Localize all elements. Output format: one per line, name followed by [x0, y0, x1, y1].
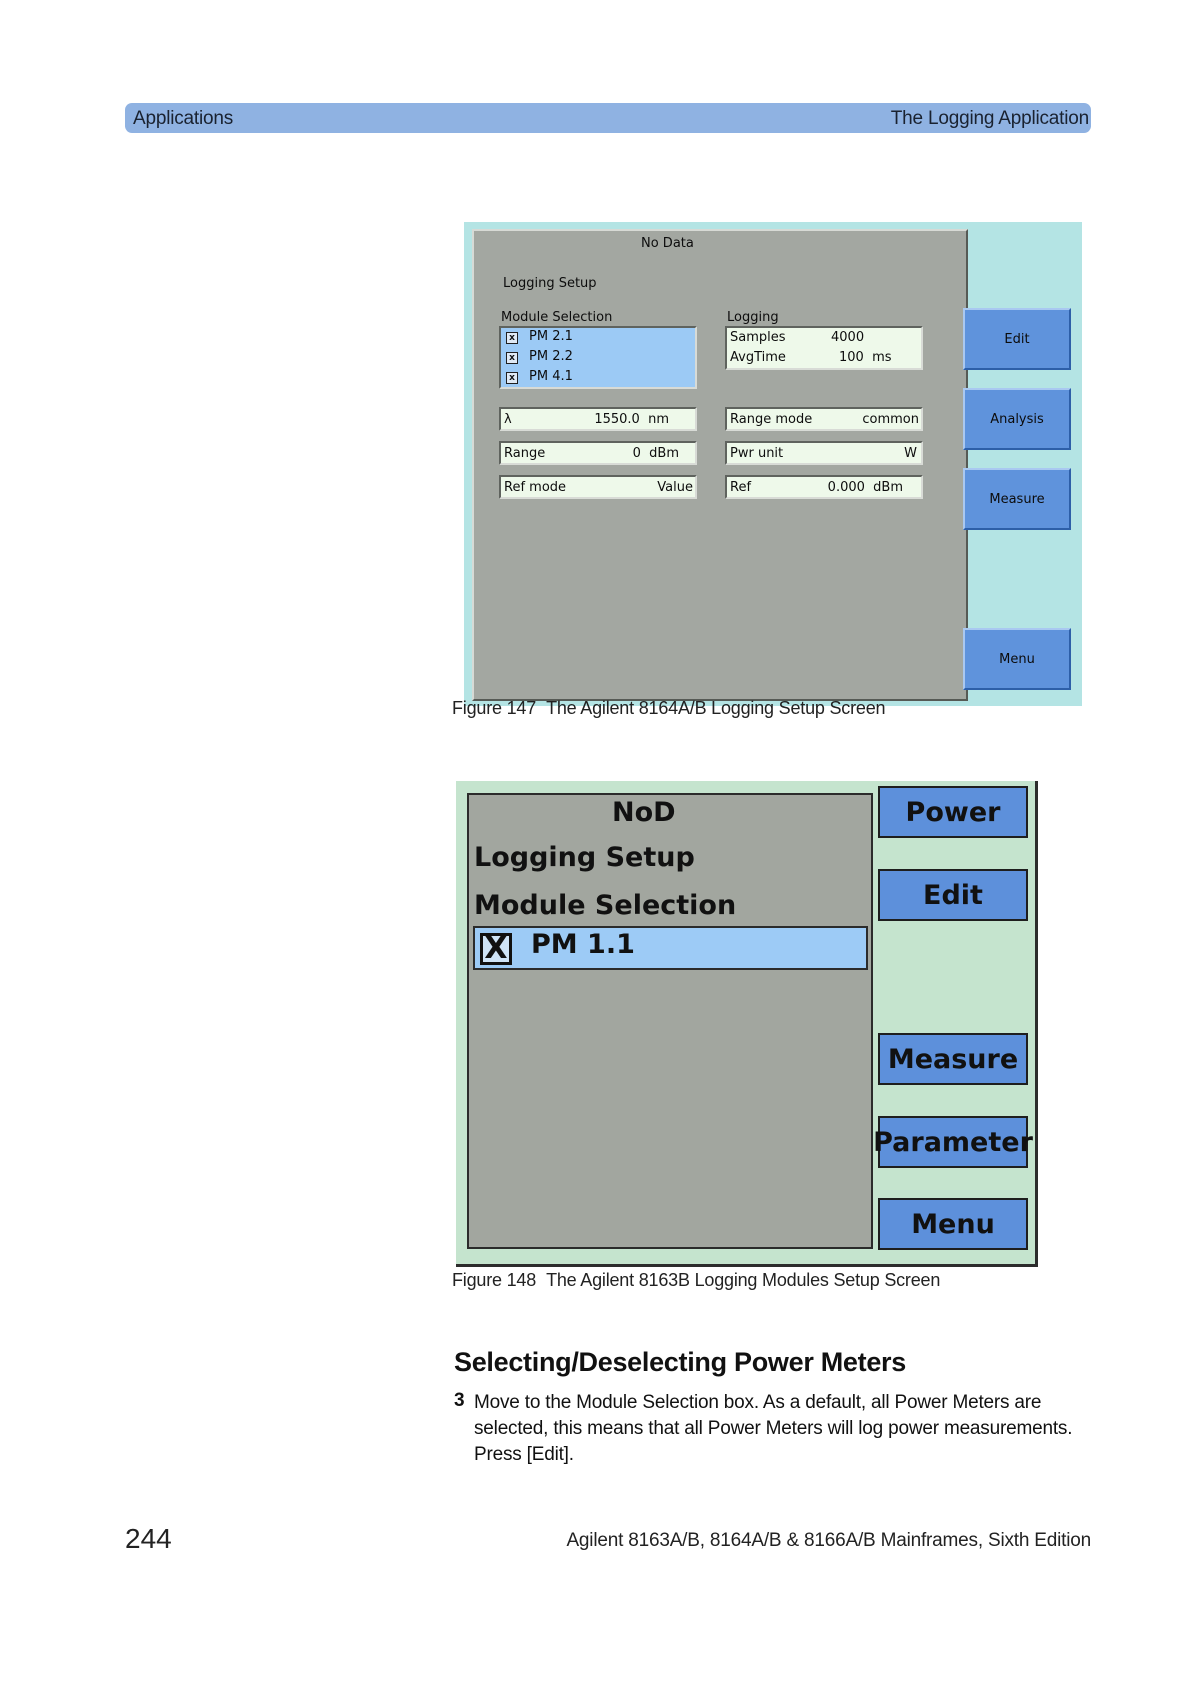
fig147-range-value: 0 dBm: [632, 446, 679, 461]
fig148-module-selection-label: Module Selection: [474, 890, 737, 921]
fig147-logging-label: Logging: [727, 310, 779, 325]
fig147-wavelength-field[interactable]: [499, 407, 697, 431]
fig147-range-field[interactable]: [499, 441, 697, 465]
fig147-avgtime-value: 100 ms: [839, 350, 892, 365]
fig147-ref-mode-value: Value: [657, 480, 693, 495]
fig147-range-mode-field[interactable]: [725, 407, 923, 431]
fig147-module-selection-label: Module Selection: [501, 310, 613, 325]
fig147-title: Logging Setup: [503, 276, 597, 291]
fig147-module-item: PM 2.1: [529, 329, 573, 344]
fig147-ref-mode-label: Ref mode: [504, 480, 567, 495]
fig148-title: Logging Setup: [474, 842, 695, 873]
fig148-measure-softkey[interactable]: Measure: [878, 1033, 1028, 1085]
fig147-avgtime-label: AvgTime: [730, 350, 786, 365]
fig147-range-mode-value: common: [862, 412, 919, 427]
fig147-module-item: PM 2.2: [529, 349, 573, 364]
figure-148-caption-number: Figure 148: [452, 1270, 537, 1290]
fig147-measure-softkey[interactable]: Measure: [963, 468, 1071, 530]
step-number: 3: [454, 1390, 465, 1411]
footer-edition: Agilent 8163A/B, 8164A/B & 8166A/B Mainframes, Sixth Edition: [566, 1530, 1091, 1551]
fig147-ref-field[interactable]: [725, 475, 923, 499]
fig147-samples-value: 4000: [831, 330, 865, 345]
fig147-status: No Data: [641, 236, 694, 251]
fig148-menu-softkey[interactable]: Menu: [878, 1198, 1028, 1250]
fig147-pwr-unit-label: Pwr unit: [730, 446, 784, 461]
fig147-checkbox-icon[interactable]: x: [506, 332, 518, 344]
figure-147-caption: [452, 698, 885, 719]
fig148-checkbox-icon[interactable]: X: [480, 933, 512, 965]
fig147-checkbox-icon[interactable]: x: [506, 372, 518, 384]
fig147-pwr-unit-value: W: [904, 446, 917, 461]
fig147-wavelength-label: λ: [504, 412, 512, 427]
page-number: 244: [125, 1523, 172, 1554]
figure-148-caption: [452, 1270, 940, 1291]
fig148-parameter-softkey[interactable]: Parameter: [878, 1116, 1028, 1168]
header-chapter: Applications: [133, 108, 234, 129]
fig147-analysis-softkey[interactable]: Analysis: [963, 388, 1071, 450]
header-section: The Logging Application: [890, 108, 1089, 129]
fig147-pwr-unit-field[interactable]: [725, 441, 923, 465]
figure-148-caption-text: The Agilent 8163B Logging Modules Setup Screen: [546, 1270, 941, 1290]
fig147-samples-label: Samples: [730, 330, 786, 345]
fig147-checkbox-icon[interactable]: x: [506, 352, 518, 364]
fig147-logging-box[interactable]: [725, 326, 923, 370]
fig147-ref-mode-field[interactable]: [499, 475, 697, 499]
fig147-edit-softkey[interactable]: Edit: [963, 308, 1071, 370]
step-text: Move to the Module Selection box. As a default, all Power Meters are selected, this means that all Power Meters will log power measurements. Press [Edit].: [474, 1392, 1073, 1465]
figure-147-main-panel: [472, 229, 968, 701]
fig147-menu-softkey[interactable]: Menu: [963, 628, 1071, 690]
section-title: Selecting/Deselecting Power Meters: [454, 1347, 906, 1377]
fig147-range-mode-label: Range mode: [730, 412, 813, 427]
fig148-status: NoD: [612, 797, 676, 828]
fig147-range-label: Range: [504, 446, 546, 461]
fig147-module-item: PM 4.1: [529, 369, 573, 384]
fig147-ref-value: 0.000 dBm: [827, 480, 903, 495]
fig148-module-item: PM 1.1: [531, 929, 635, 960]
figure-147-caption-number: Figure 147: [452, 698, 537, 718]
fig148-edit-softkey[interactable]: Edit: [878, 869, 1028, 921]
fig148-power-softkey[interactable]: Power: [878, 786, 1028, 838]
fig147-wavelength-value: 1550.0 nm: [594, 412, 669, 427]
figure-147-caption-text: The Agilent 8164A/B Logging Setup Screen: [546, 698, 886, 718]
fig147-ref-label: Ref: [730, 480, 752, 495]
